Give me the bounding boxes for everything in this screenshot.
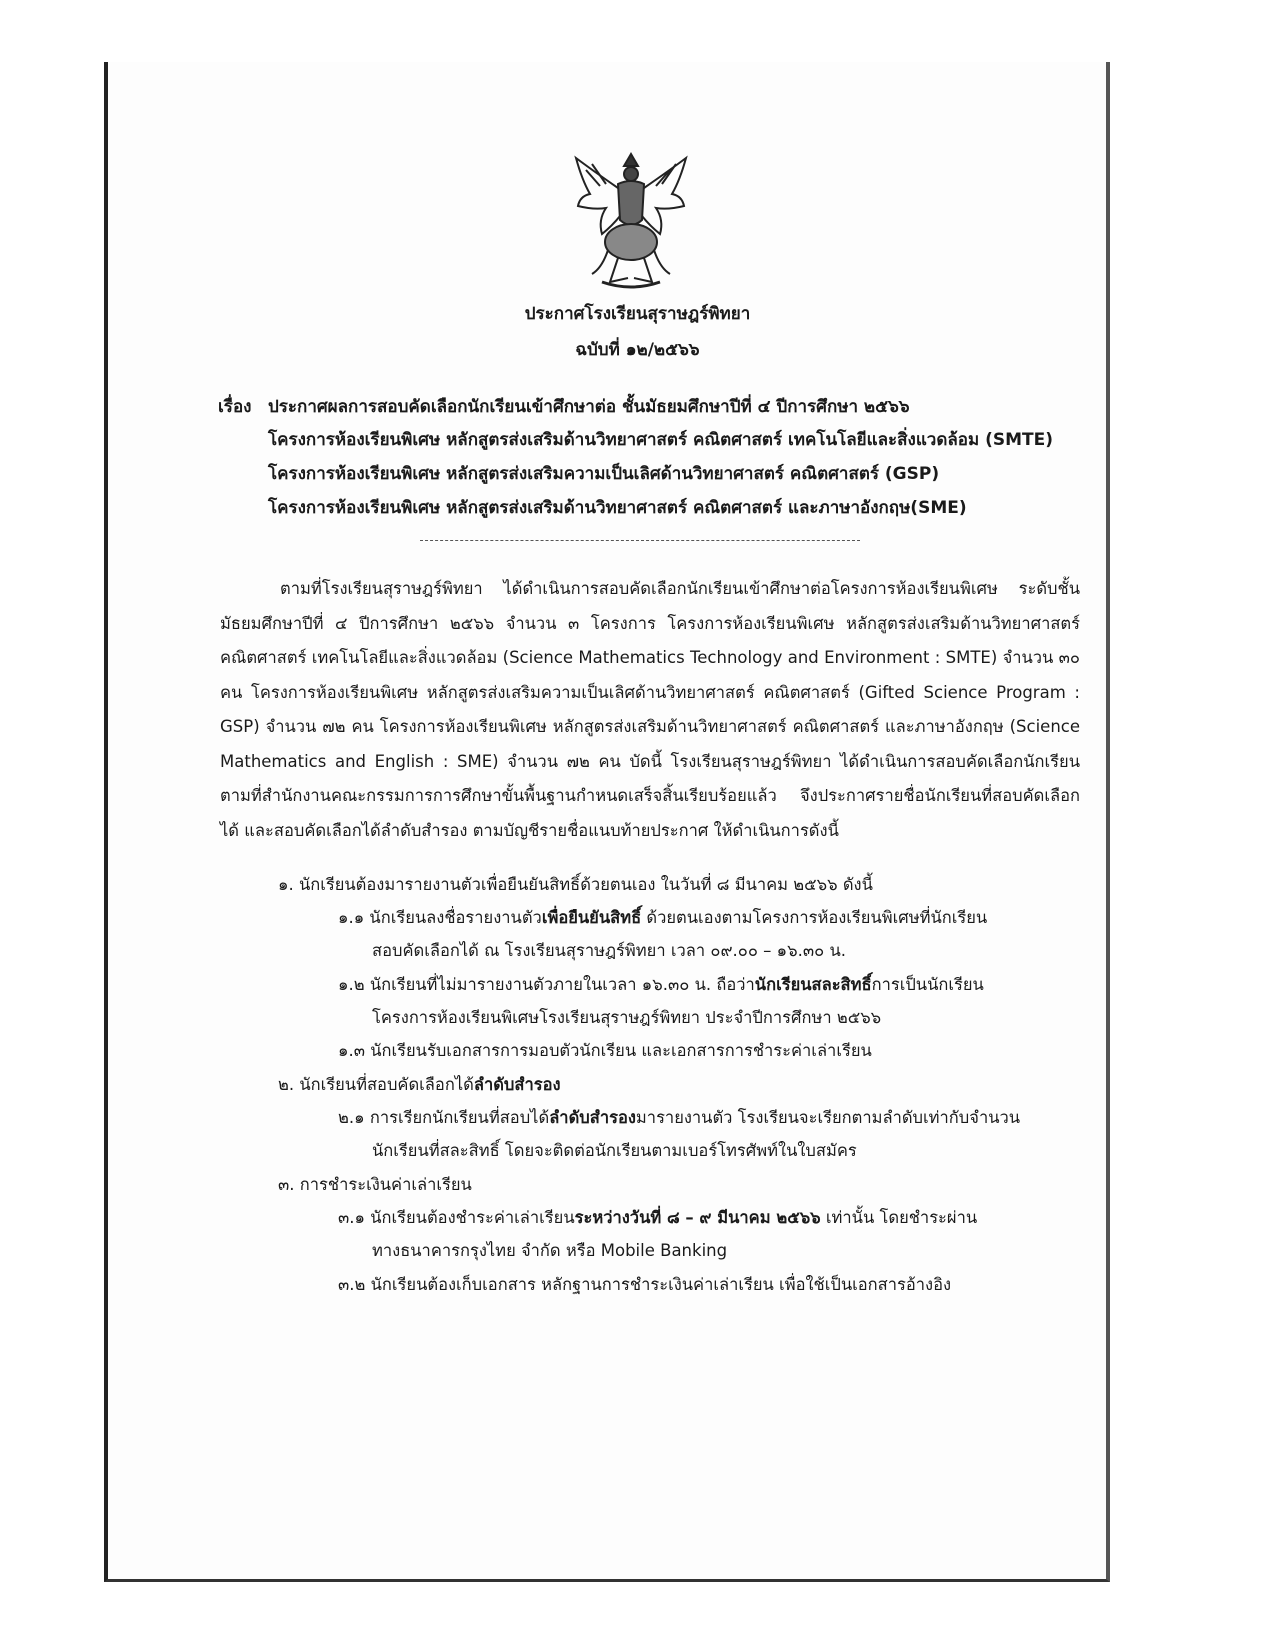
item-1-2-cont: โครงการห้องเรียนพิเศษโรงเรียนสุราษฎร์พิทยา ประจำปีการศึกษา ๒๕๖๖ (372, 1008, 882, 1027)
garuda-emblem (572, 150, 690, 292)
subject-label: เรื่อง (218, 397, 252, 417)
item-2-1-cont: นักเรียนที่สละสิทธิ์ โดยจะติดต่อนักเรียนตามเบอร์โทรศัพท์ในใบสมัคร (372, 1141, 857, 1160)
item-1-3: ๑.๓ นักเรียนรับเอกสารการมอบตัวนักเรียน และเอกสารการชำระค่าเล่าเรียน (338, 1041, 872, 1060)
item-3: ๓. การชำระเงินค่าเล่าเรียน (278, 1175, 472, 1194)
item-2-1: ๒.๑ การเรียกนักเรียนที่สอบได้ลำดับสำรองมารายงานตัว โรงเรียนจะเรียกตามลำดับเท่ากับจำนวน (338, 1108, 1021, 1127)
item-3-1-cont: ทางธนาคารกรุงไทย จำกัด หรือ Mobile Banking (372, 1241, 728, 1260)
divider (420, 540, 860, 541)
item-1-1-cont: สอบคัดเลือกได้ ณ โรงเรียนสุราษฎร์พิทยา เวลา ๐๙.๐๐ – ๑๖.๓๐ น. (372, 941, 846, 960)
subject-line: โครงการห้องเรียนพิเศษ หลักสูตรส่งเสริมความเป็นเลิศด้านวิทยาศาสตร์ คณิตศาสตร์ (GSP) (268, 464, 940, 484)
announcement-issue: ฉบับที่ ๑๒/๒๕๖๖ (575, 340, 700, 360)
item-1-2: ๑.๒ นักเรียนที่ไม่มารายงานตัวภายในเวลา ๑๖.๓๐ น. ถือว่านักเรียนสละสิทธิ์การเป็นนักเรียน (338, 975, 984, 994)
item-2: ๒. นักเรียนที่สอบคัดเลือกได้ลำดับสำรอง (278, 1075, 561, 1094)
item-3-2: ๓.๒ นักเรียนต้องเก็บเอกสาร หลักฐานการชำระเงินค่าเล่าเรียน เพื่อใช้เป็นเอกสารอ้างอิง (338, 1275, 952, 1294)
body-paragraph: ตามที่โรงเรียนสุราษฎร์พิทยา ได้ดำเนินการสอบคัดเลือกนักเรียนเข้าศึกษาต่อโครงการห้องเรียนพิเศษ ระดับชั้นมัธยมศึกษาปีที่ ๔ ปีการศึกษา ๒๕๖๖ จำนวน ๓ โครงการ โครงการห้องเรียนพิเศษ หลักสูตรส่งเสริมด้านวิทยาศาสตร์ คณิตศาสตร์ เทคโนโลยีและสิ่งแวดล้อม (Science Mathematics Technology and Environment : SMTE) จำนวน ๓๐ คน โครงการห้องเรียนพิเศษ หลักสูตรส่งเสริมความเป็นเลิศด้านวิทยาศาสตร์ คณิตศาสตร์ (Gifted Science Program : GSP) จำนวน ๗๒ คน โครงการห้องเรียนพิเศษ หลักสูตรส่งเสริมด้านวิทยาศาสตร์ คณิตศาสตร์ และภาษาอังกฤษ (Science Mathematics and English : SME) จำนวน ๗๒ คน บัดนี้ โรงเรียนสุราษฎร์พิทยา ได้ดำเนินการสอบคัดเลือกนักเรียน ตามที่สำนักงานคณะกรรมการการศึกษาขั้นพื้นฐานกำหนดเสร็จสิ้นเรียบร้อยแล้ว จึงประกาศรายชื่อนักเรียนที่สอบคัดเลือกได้ และสอบคัดเลือกได้ลำดับสำรอง ตามบัญชีรายชื่อแนบท้ายประกาศ ให้ดำเนินการดังนี้ (220, 579, 1080, 840)
subject-line: โครงการห้องเรียนพิเศษ หลักสูตรส่งเสริมด้านวิทยาศาสตร์ คณิตศาสตร์ และภาษาอังกฤษ(SME) (268, 498, 967, 518)
subject-line: ประกาศผลการสอบคัดเลือกนักเรียนเข้าศึกษาต่อ ชั้นมัธยมศึกษาปีที่ ๔ ปีการศึกษา ๒๕๖๖ (268, 397, 910, 417)
item-1: ๑. นักเรียนต้องมารายงานตัวเพื่อยืนยันสิทธิ์ด้วยตนเอง ในวันที่ ๘ มีนาคม ๒๕๖๖ ดังนี้ (278, 875, 873, 894)
item-3-1: ๓.๑ นักเรียนต้องชำระค่าเล่าเรียนระหว่างวันที่ ๘ – ๙ มีนาคม ๒๕๖๖ เท่านั้น โดยชำระผ่าน (338, 1208, 978, 1227)
subject-line: โครงการห้องเรียนพิเศษ หลักสูตรส่งเสริมด้านวิทยาศาสตร์ คณิตศาสตร์ เทคโนโลยีและสิ่งแวดล้อม (SMTE) (268, 430, 1054, 450)
item-1-1: ๑.๑ นักเรียนลงชื่อรายงานตัวเพื่อยืนยันสิทธิ์ ด้วยตนเองตามโครงการห้องเรียนพิเศษที่นักเรียน (338, 908, 988, 927)
announcement-title: ประกาศโรงเรียนสุราษฎร์พิทยา (524, 304, 751, 324)
